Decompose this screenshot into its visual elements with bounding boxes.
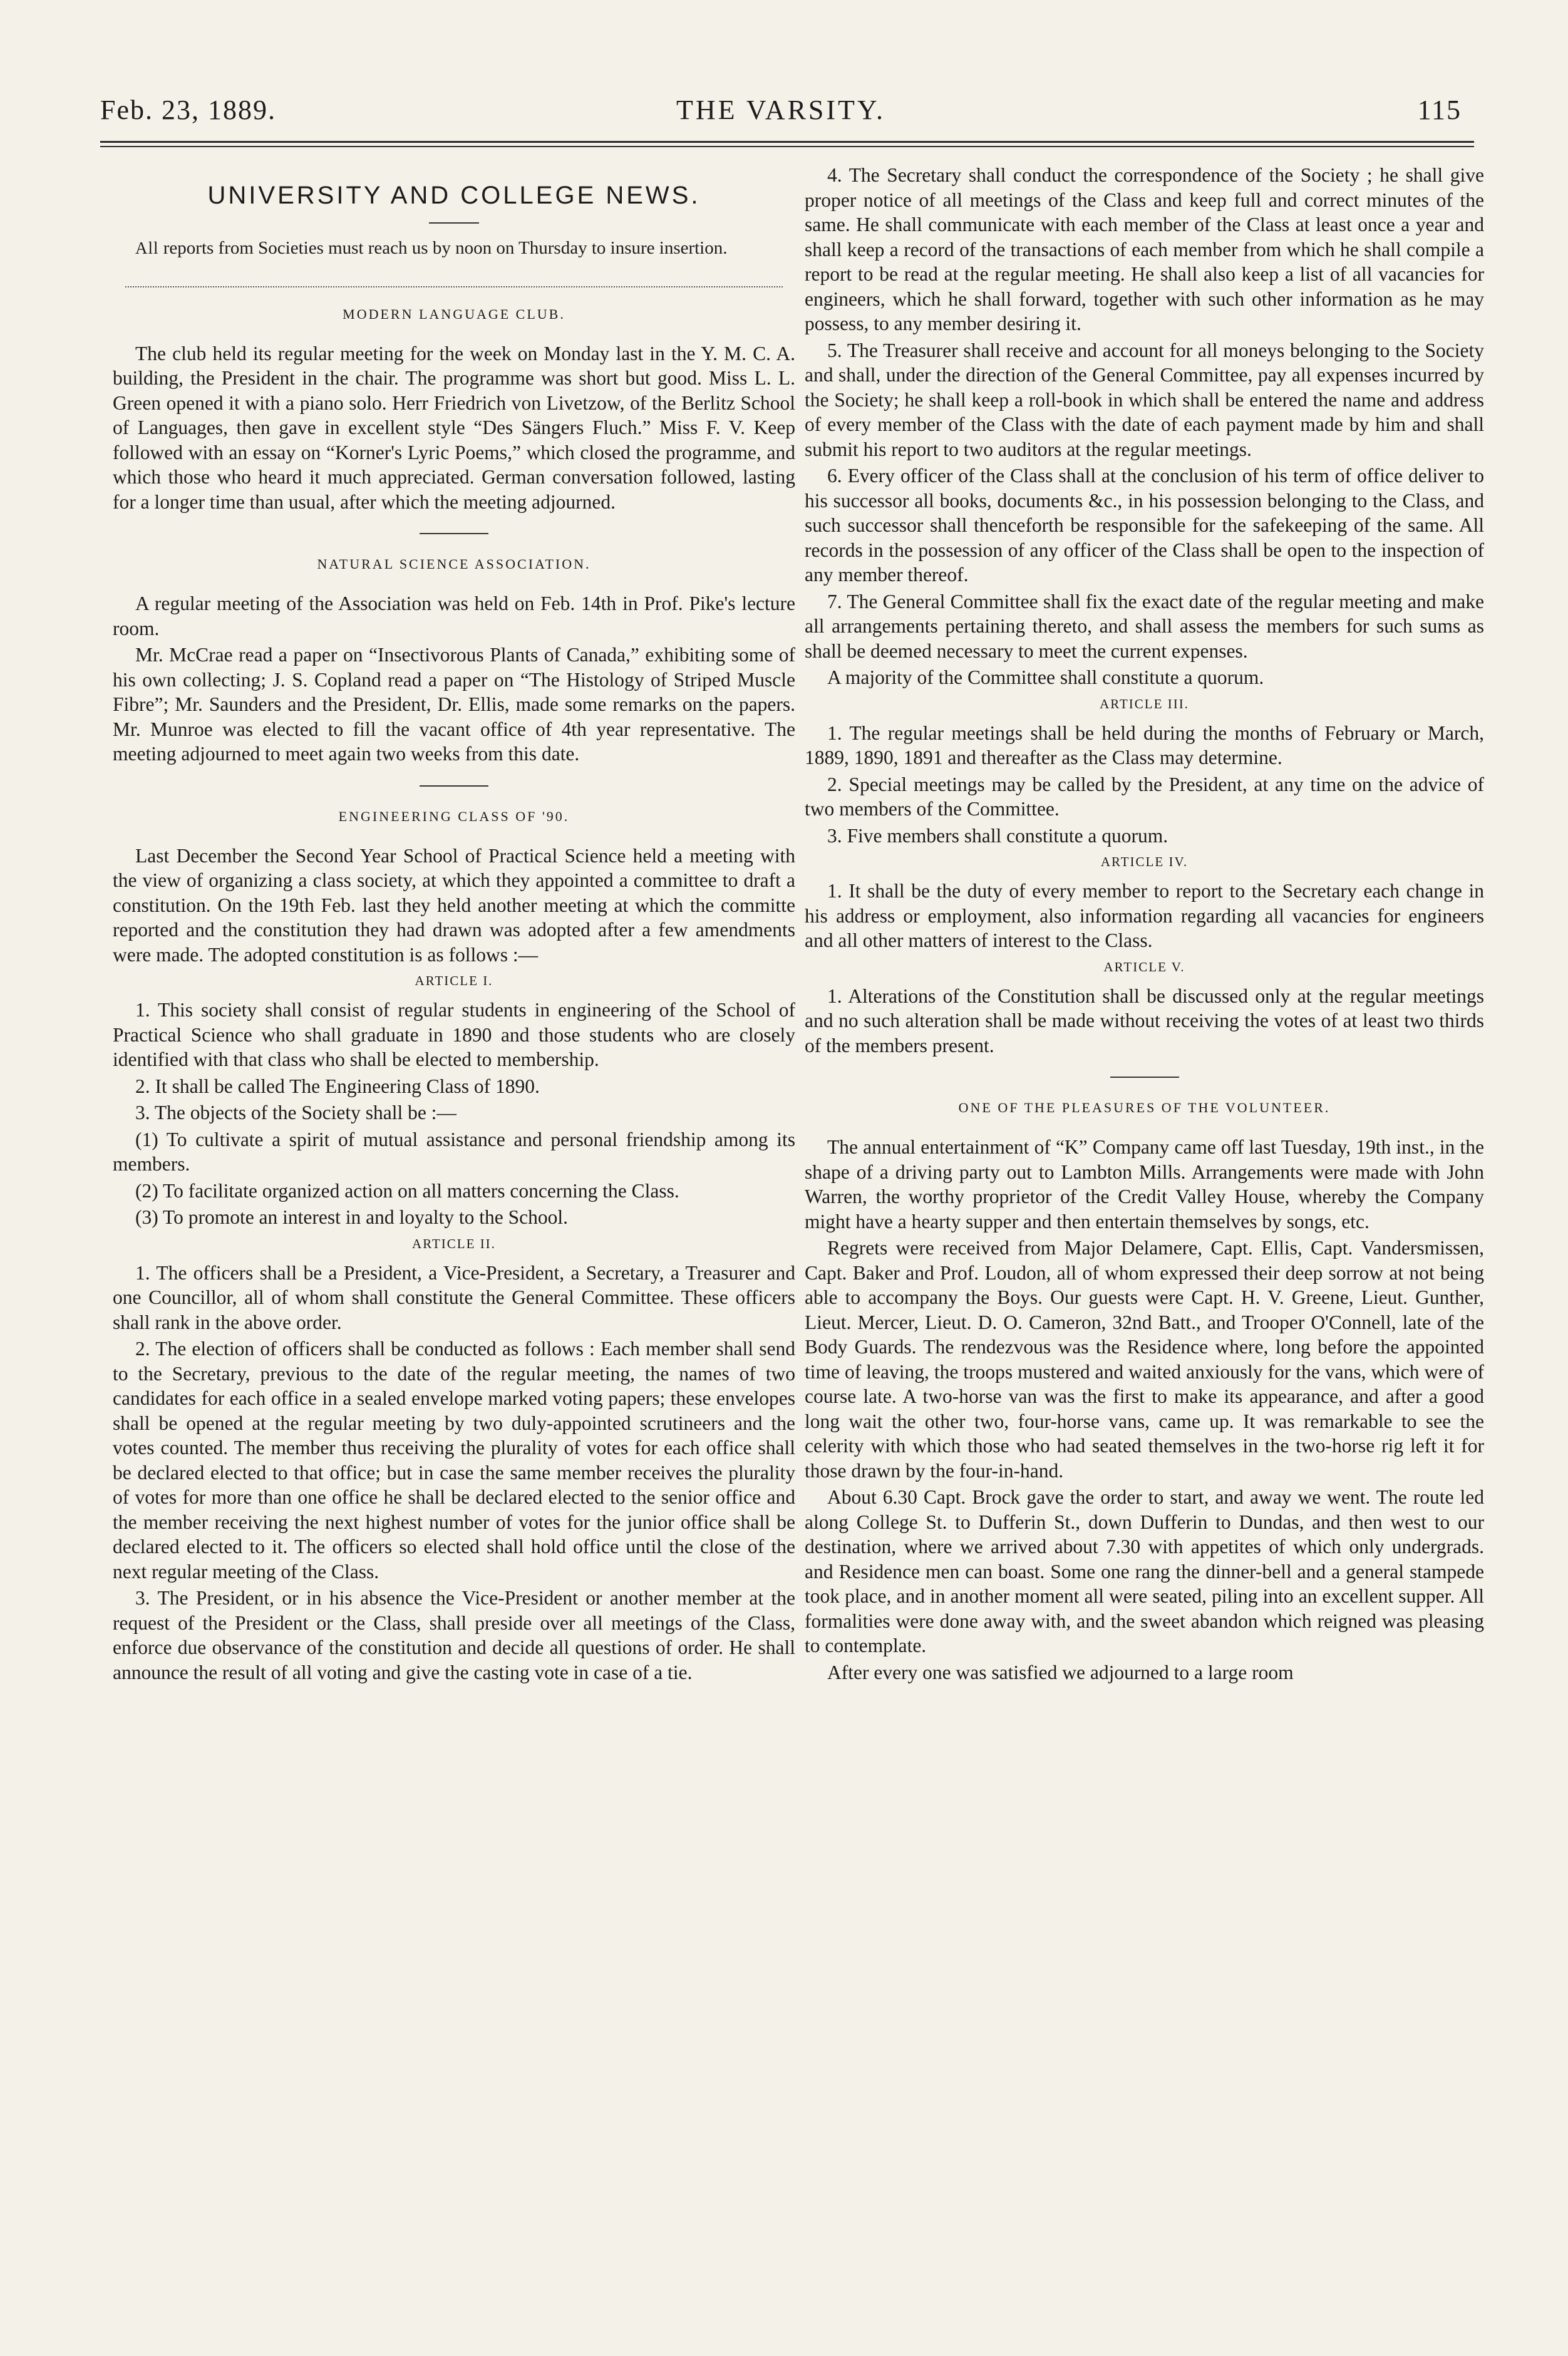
paragraph: 6. Every officer of the Class shall at the conclusion of his term of office deliver to his successor all books, documents &c., in his possession belonging to the Class, and such successor shall thenceforth be responsible for the safekeeping of the same. All records in the possession of any officer of the Class shall be open to the inspection of any member thereof. [805,465,1484,586]
page-header [100,94,1462,138]
paragraph: 3. Five members shall constitute a quorum. [827,824,1168,847]
article-heading: ONE OF THE PLEASURES OF THE VOLUNTEER. [958,1100,1331,1115]
paragraph: 1. It shall be the duty of every member to report to the Secretary each change in his address or employment, also information regarding all vacancies for engineers and all other matters of interest to the Class. [805,880,1484,951]
paragraph: About 6.30 Capt. Brock gave the order to start, and away we went. The route led along College St. to Dufferin St., down Dufferin to Dundas, and then west to our destination, where we arrived about 7.30 with appetites of which only undergrads. and Residence men can boast. Some one rang the dinner-bell and a general stampede took place, and in another moment all were seated, piling into an excellent supper. All formalities were done away with, and the sweet abandon which reigned was pleasing to contemplate. [805,1486,1484,1656]
section-heading: UNIVERSITY AND COLLEGE NEWS. [207,182,701,209]
header-rule-thin [100,146,1474,147]
constitution-article-heading: ARTICLE IV. [1100,854,1189,869]
paragraph: A majority of the Committee shall constitute a quorum. [827,666,1264,688]
notice-lead-word: All [135,239,159,257]
paragraph: The annual entertainment of “K” Company came off last Tuesday, 19th inst., in the shape of a driving party out to Lambton Mills. Arrangements were made with John Warren, the worthy proprietor of the Credit Valley House, whereby the Company might have a hearty supper and then entertain themselves by songs, etc. [805,1136,1484,1232]
paragraph: (3) To promote an interest in and loyalty to the School. [135,1206,568,1228]
paragraph: A regular meeting of the Association was held on Feb. 14th in Prof. Pike's lecture room. [113,592,795,639]
dotted-divider [125,286,783,287]
right-column [805,163,1484,1687]
paragraph: Regrets were received from Major Delamere, Capt. Ellis, Capt. Vandersmissen, Capt. Baker and Prof. Loudon, all of whom expressed their deep sorrow at not being able to accompany the Boys. Our guests were Capt. H. V. Greene, Lieut. Gunther, Lieut. Mercer, Lieut. D. O. Cameron, 32nd Batt., and Trooper O'Connell, late of the Body Guards. The rendezvous was the Residence where, long before the appointed time of leaving, the troops mustered and waited anxiously for the vans, which were of course late. A two-horse van was the first to make its appearance, and after a good long wait the other two, four-horse vans, came up. It was remarkable to see the celerity with which those who had seated themselves in the two-horse rig left it for those drawn by the four-in-hand. [805,1237,1484,1482]
paragraph: 3. The objects of the Society shall be :— [135,1102,456,1124]
paragraph: 2. It shall be called The Engineering Class of 1890. [135,1075,540,1097]
paragraph: 3. The President, or in his absence the Vice-President or another member at the request of the President or the Class, shall preside over all meetings of the Class, enforce due observance of the constitution and decide all questions of order. He shall announce the result of all voting and give the casting vote in case of a tie. [113,1587,795,1683]
paragraph: Last December the Second Year School of Practical Science held a meeting with the view of organizing a class society, at which they appointed a committee to draft a constitution. On the 19th Feb. last they held another meeting at which the committe reported and the constitution they had drawn was adopted after a few amendments were made. The adopted constitution is as follows :— [113,844,795,966]
divider [429,222,479,224]
paragraph: 1. This society shall consist of regular students in engineering of the School of Practical Science who shall graduate in 1890 and those students who are closely identified with that class who shall be elected to membership. [113,999,795,1070]
paragraph: Mr. McCrae read a paper on “Insectivorous Plants of Canada,” exhibiting some of his own collecting; J. S. Copland read a paper on “The Histology of Striped Muscle Fibre”; Mr. Saunders and the President, Dr. Ellis, made some remarks on the papers. Mr. Munroe was elected to fill the vacant office of 4th year representative. The meeting adjourned to meet again two weeks from this date. [113,644,795,765]
paragraph: After every one was satisfied we adjourned to a large room [827,1661,1294,1683]
page-number: 115 [1417,95,1462,125]
constitution-article-heading: ARTICLE I. [415,973,493,988]
divider [420,533,488,534]
paragraph: (1) To cultivate a spirit of mutual assistance and personal friendship among its members. [113,1128,795,1175]
left-column [113,163,795,1687]
constitution-article-heading: ARTICLE V. [1103,959,1185,974]
article-heading: ENGINEERING CLASS OF '90. [338,808,570,824]
paragraph: 1. The officers shall be a President, a Vice-President, a Secretary, a Treasurer and one Councillor, all of whom shall constitute the General Committee. These officers shall rank in the above order. [113,1261,795,1333]
divider [420,785,488,787]
paragraph: 4. The Secretary shall conduct the correspondence of the Society ; he shall give proper notice of all meetings of the Class and keep full and correct minutes of the same. He shall communicate with each member of the Class at least once a year and shall keep a record of the transactions of each member from which he shall compile a report to be read at the regular meeting. He shall also keep a list of all vacancies for engineers, which he shall forward, together with such other information as he may possess, to any member desiring it. [805,164,1484,334]
constitution-article-heading: ARTICLE II. [412,1236,496,1251]
article-heading: NATURAL SCIENCE ASSOCIATION. [317,556,591,572]
paragraph: 5. The Treasurer shall receive and account for all moneys belonging to the Society and shall, under the direction of the General Committee, pay all expenses incurred by the Society; he shall keep a roll-book in which shall be entered the name and address of every member of the Class with the date of each payment made by him and shall submit his report to two auditors at the regular meetings. [805,339,1484,460]
paragraph: The club held its regular meeting for the week on Monday last in the Y. M. C. A. building, the President in the chair. The programme was short but good. Miss L. L. Green opened it with a piano solo. Herr Friedrich von Livetzow, of the Berlitz School of Languages, then gave in excellent style “Des Sängers Fluch.” Miss F. V. Keep followed with an essay on “Korner's Lyric Poems,” which closed the programme, and which those who heard it much appreciated. German conversation followed, lasting for a longer time than usual, after which the meeting adjourned. [113,342,795,513]
constitution-article-heading: ARTICLE III. [1100,696,1189,711]
paragraph: 2. The election of officers shall be conducted as follows : Each member shall send to the Secretary, previous to the date of the regular meeting, the names of two candidates for each office in a sealed envelope marked voting papers; these envelopes shall be opened at the regular meeting by two duly-appointed scrutineers and the votes counted. The member thus receiving the plurality of votes for each office shall be declared elected to that office; but in case the same member receives the plurality of votes for more than one office he shall be declared elected to the senior office and the member receiving the next highest number of votes for the junior office shall be declared elected to it. The officers so elected shall hold office until the close of the next regular meeting of the Class. [113,1338,795,1583]
paragraph: (2) To facilitate organized action on all matters concerning the Class. [135,1179,679,1202]
notice-text: reports from Societies must reach us by noon on Thursday to insure insertion. [158,238,728,258]
paragraph: 1. The regular meetings shall be held during the months of February or March, 1889, 1890, 1891 and thereafter as the Class may determine. [805,721,1484,768]
issue-date: Feb. 23, 1889. [100,95,276,125]
article-heading: MODERN LANGUAGE CLUB. [343,306,565,322]
paragraph: 7. The General Committee shall fix the exact date of the regular meeting and make all arrangements pertaining thereto, and shall assess the members for such sums as shall be deemed necessary to meet the current expenses. [805,590,1484,662]
paragraph: 2. Special meetings may be called by the President, at any time on the advice of two members of the Committee. [805,773,1484,820]
masthead-title: THE VARSITY. [676,95,886,125]
submission-notice [113,236,795,261]
header-rule [100,141,1474,143]
paragraph: 1. Alterations of the Constitution shall be discussed only at the regular meetings and no such alteration shall be made without receiving the votes of at least two thirds of the members present. [805,984,1484,1057]
divider [1110,1077,1179,1078]
